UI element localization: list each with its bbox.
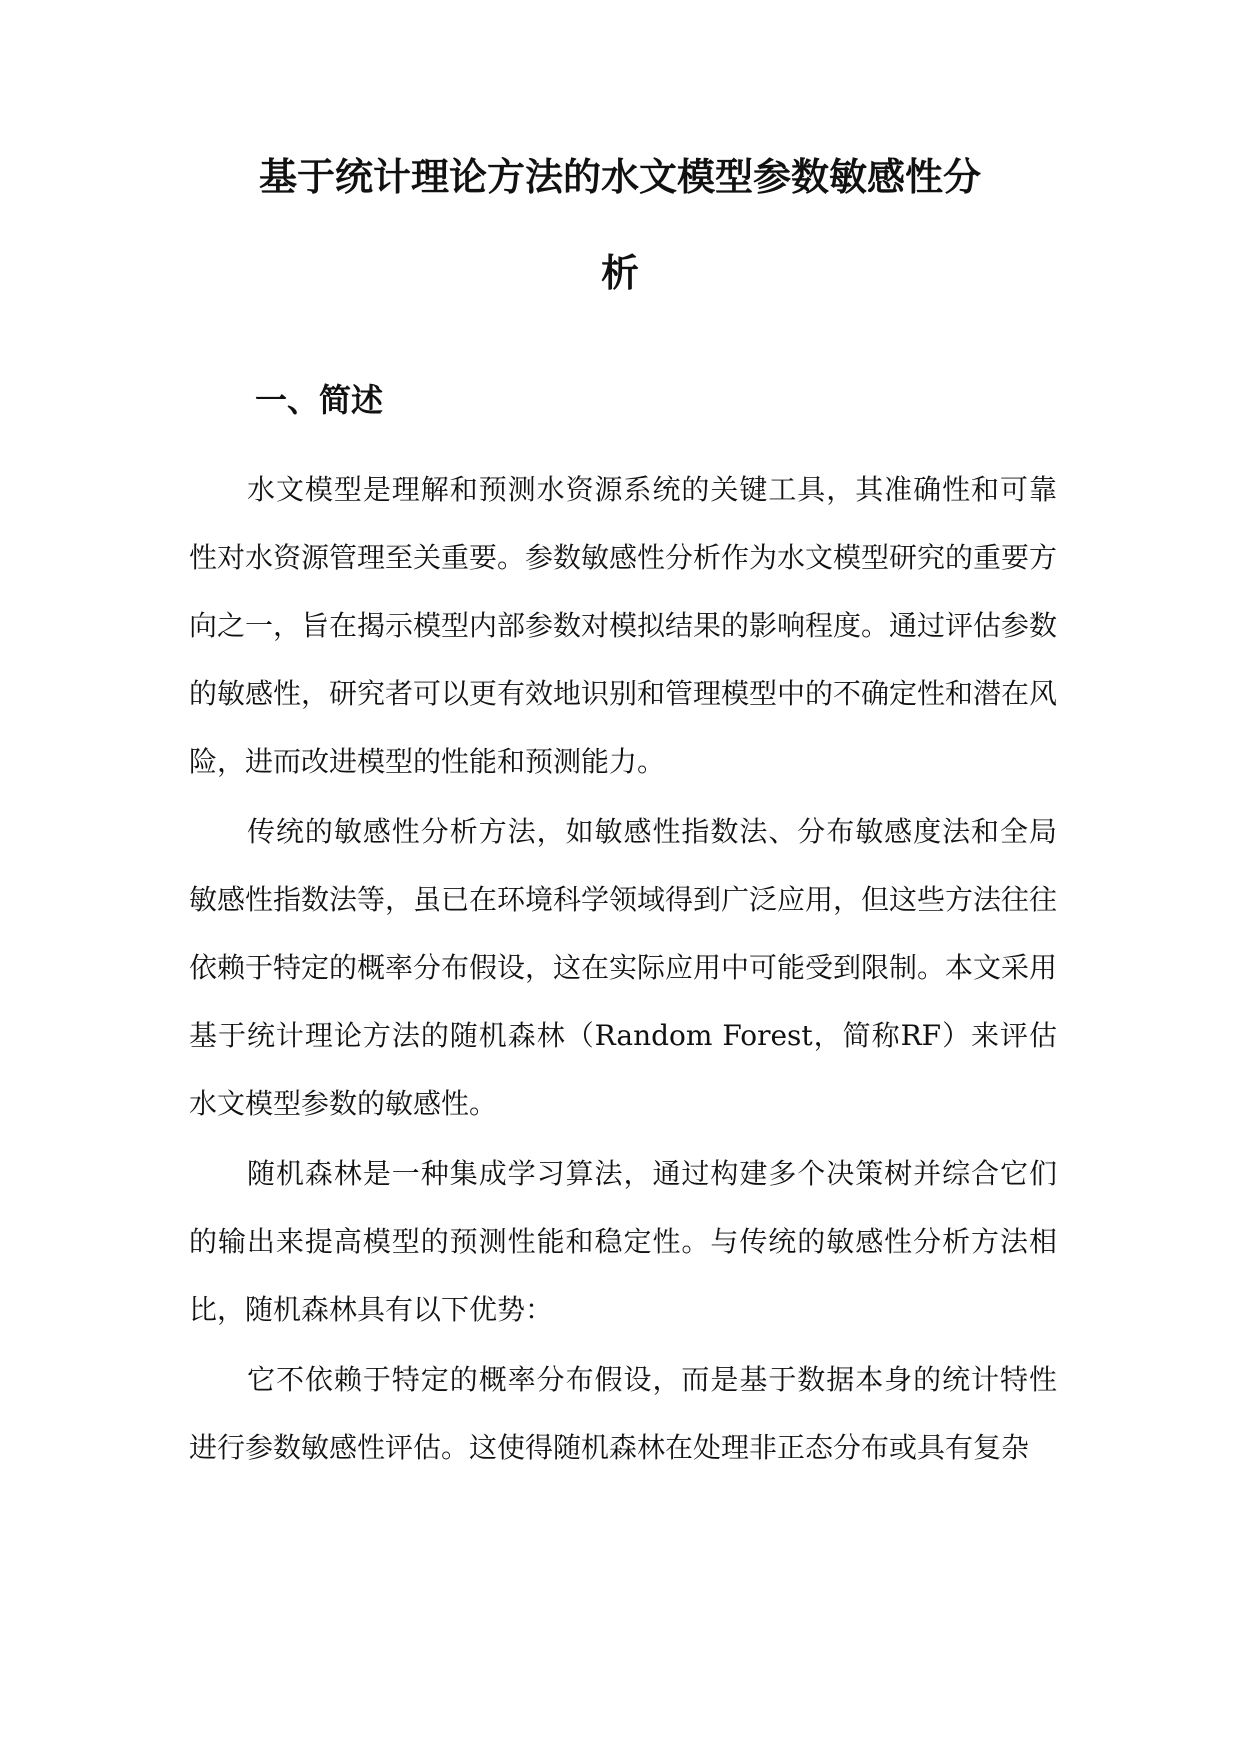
document-body — [189, 456, 1057, 1482]
paragraph-2: 传统的敏感性分析方法，如敏感性指数法、分布敏感度法和全局敏感性指数法等，虽已在环境科学领域得到广泛应用，但这些方法往往依赖于特定的概率分布假设，这在实际应用中可能受到限制。本文采用基于统计理论方法的随机森林（Random Forest，简称RF）来评估水文模型参数的敏感性。 — [189, 815, 1058, 1120]
paragraph-4: 它不依赖于特定的概率分布假设，而是基于数据本身的统计特性进行参数敏感性评估。这使得随机森林在处理非正态分布或具有复杂 — [189, 1363, 1057, 1464]
paragraph-1: 水文模型是理解和预测水资源系统的关键工具，其准确性和可靠性对水资源管理至关重要。参数敏感性分析作为水文模型研究的重要方向之一，旨在揭示模型内部参数对模拟结果的影响程度。通过评估参数的敏感性，研究者可以更有效地识别和管理模型中的不确定性和潜在风险，进而改进模型的性能和预测能力。 — [189, 473, 1058, 778]
document-title-line-1: 基于统计理论方法的水文模型参数敏感性分 — [258, 155, 981, 199]
paragraph-3: 随机森林是一种集成学习算法，通过构建多个决策树并综合它们的输出来提高模型的预测性能和稳定性。与传统的敏感性分析方法相比，随机森林具有以下优势： — [189, 1157, 1057, 1326]
document-title-line-2: 析 — [600, 251, 639, 295]
section-heading: 一、简述 — [255, 381, 384, 419]
